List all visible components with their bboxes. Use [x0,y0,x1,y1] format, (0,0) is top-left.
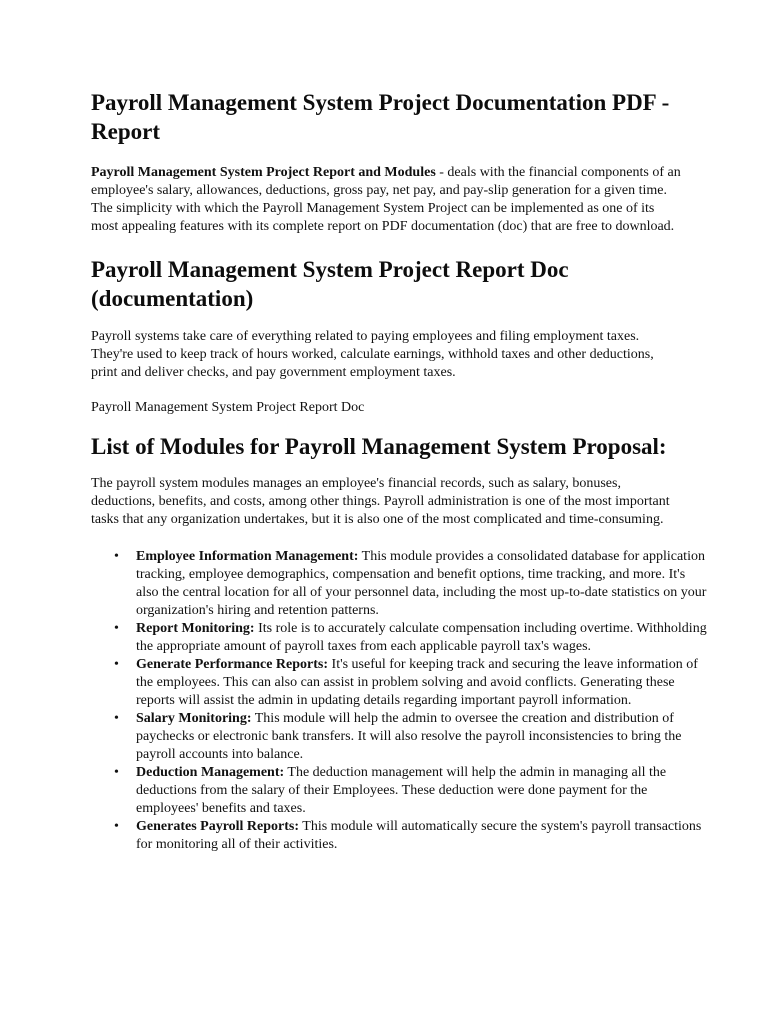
section-heading-report-doc: Payroll Management System Project Report Doc (documentation) [91,257,569,311]
modules-paragraph: The payroll system modules manages an employee's financial records, such as salary, bonuses, deductions, benefits, and costs, among other things. Payroll administration is one of the most important tasks that any organization undertakes, but it is also one of the most complicated and time-consuming. [91,476,670,527]
list-item-label: Salary Monitoring: [136,711,252,726]
list-item-text: Its role is to accurately calculate compensation including overtime. Withholding the appropriate amount of payroll taxes from each applicable payroll tax's wages. [136,621,707,654]
list-item-label: Generates Payroll Reports: [136,819,300,834]
page-title: Payroll Management System Project Documentation PDF - Report [91,90,670,144]
intro-bold-lead: Payroll Management System Project Report and Modules [91,165,436,180]
list-item-label: Report Monitoring: [136,621,255,636]
list-item [114,548,707,620]
bullet-icon: • [114,711,119,726]
intro-text: - deals with the financial components of an employee's salary, allowances, deductions, gross pay, net pay, and pay-slip generation for a given time. The simplicity with which the Payroll Management System Project can be implemented as one of its most appealing features with its complete report on PDF documentation (doc) that are free to download. [91,165,681,234]
intro-paragraph [91,164,681,236]
list-item-label: Employee Information Management: [136,549,359,564]
list-item-label: Deduction Management: [136,765,285,780]
list-item-text: This module will automatically secure the system's payroll transactions for monitoring all of their activities. [136,819,702,852]
list-item [114,818,707,854]
list-item [114,656,707,710]
section-heading-modules: List of Modules for Payroll Management System Proposal: [91,434,667,459]
list-item [114,764,707,818]
bullet-icon: • [114,657,119,672]
list-item [114,620,707,656]
list-item-text: It's useful for keeping track and securing the leave information of the employees. This can also can assist in problem solving and avoid conflicts. Generating these reports will assist the admin in updating details regarding important payroll information. [136,657,698,708]
list-item-text: This module will help the admin to oversee the creation and distribution of paychecks or electronic bank transfers. It will also resolve the payroll inconsistencies to bring the payroll accounts into balance. [136,711,682,762]
modules-list [91,548,708,854]
bullet-icon: • [114,621,119,636]
bullet-icon: • [114,819,119,834]
list-item-text: The deduction management will help the admin in managing all the deductions from the salary of their Employees. These deduction were done payment for the employees' benefits and taxes. [136,765,667,816]
report-paragraph: Payroll systems take care of everything related to paying employees and filing employment taxes. They're used to keep track of hours worked, calculate earnings, withhold taxes and other deductions, print and deliver checks, and pay government employment taxes. [91,329,654,380]
list-item-text: This module provides a consolidated database for application tracking, employee demographics, compensation and benefit options, time tracking, and more. It's also the central location for all of your personnel data, including the most up-to-date statistics on your organization's hiring and retention patterns. [136,549,707,618]
list-item [114,710,707,764]
bullet-icon: • [114,549,119,564]
list-item-label: Generate Performance Reports: [136,657,329,672]
bullet-icon: • [114,765,119,780]
report-caption: Payroll Management System Project Report Doc [91,400,365,415]
